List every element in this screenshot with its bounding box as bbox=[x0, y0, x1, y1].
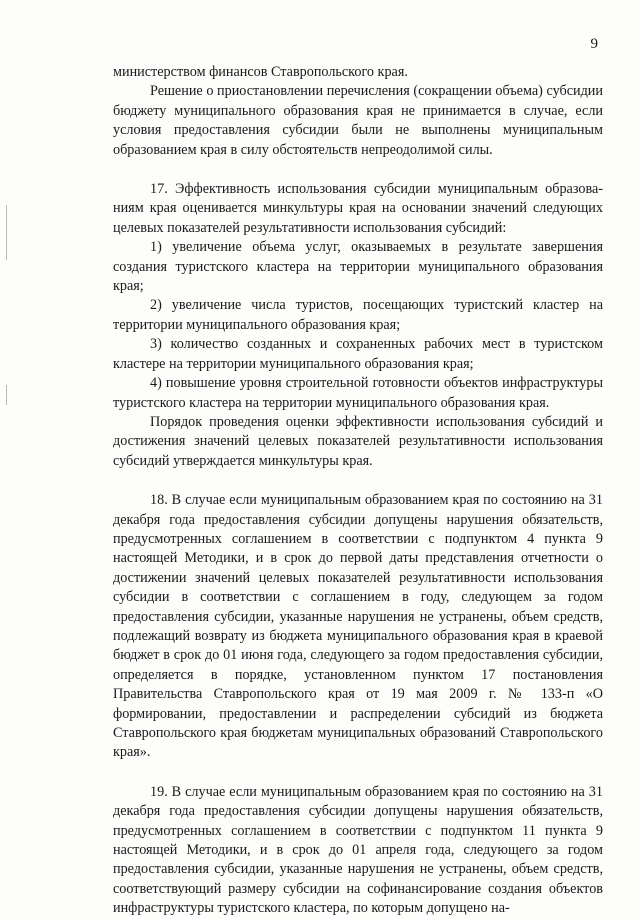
paragraph: 2) увеличение числа туристов, посещающих туристский кластер на территории муниципального образования края; bbox=[113, 297, 603, 333]
paragraph: 18. В случае если муниципальным образованием края по состоянию на 31 декабря года предоставления субсидии допущены нарушения обязательств, предусмотренных соглашением в соответствии с подпунктом 4 пункта 9 настоящей Методики, и в срок до первой даты представления отчетности о достижении значений целевых показателей результативности использования субсидии в соответствии с соглашением в году, следующем за годом предоставления субсидии, указанные нарушения не устранены, объем средств, подлежащий возврату из бюджета муниципального образования края в краевой бюджет в срок до 01 июня года, следующего за годом предоставления субсидии, определяется в порядке, установленном пунктом 17 постановления Правительства Ставропольского края от 19 мая 2009 г. № 133-п «О формировании, предоставлении и распределении субсидий из бюджета Ставропольского края бюджетам муниципальных образований Ставропольского края». bbox=[113, 492, 603, 761]
paragraph: 17. Эффективность использования субсидии муниципальным образованиям края оценивается минкультуры края на основании значений следующих целевых показателей результативности использования субсидий: bbox=[113, 181, 603, 236]
paragraph: Решение о приостановлении перечисления (сокращении объема) субсидии бюджету муниципального образования края не принимается в случае, если условия предоставления субсидии были не выполнены муниципальным образованием края в силу обстоятельств непреодолимой силы. bbox=[113, 83, 603, 158]
paragraph: 3) количество созданных и сохраненных рабочих мест в туристском кластере на территории муниципального образования края; bbox=[113, 336, 603, 372]
paragraph: Порядок проведения оценки эффективности использования субсидий и достижения значений целевых показателей результативности использования субсидий утверждается минкультуры края. bbox=[113, 413, 603, 469]
document-body bbox=[113, 63, 603, 919]
scan-edge-mark bbox=[6, 385, 7, 405]
paragraph: 4) повышение уровня строительной готовности объектов инфраструктуры туристского кластера на территории муниципального образования края. bbox=[113, 375, 603, 411]
paragraph: 1) увеличение объема услуг, оказываемых в результате завершения создания туристского кластера на территории муниципального образования края; bbox=[113, 239, 603, 295]
paragraph-spacer bbox=[113, 160, 603, 180]
paragraph: 19. В случае если муниципальным образованием края по состоянию на 31 декабря года предоставления субсидии допущены нарушения обязательств, предусмотренных соглашением в соответствии с подпунктом 11 пункта 9 настоящей Методики, и в срок до 01 апреля года, следующего за годом предоставления субсидии, указанные нарушения не устранены, объем средств, соответствующий размеру субсидии на софинансирование создания объектов инфраструктуры туристского кластера, по которым допущено на- bbox=[113, 783, 603, 917]
paragraph-spacer bbox=[113, 763, 603, 783]
paragraph: министерством финансов Ставропольского края. bbox=[113, 64, 408, 80]
page-number: 9 bbox=[590, 36, 598, 52]
paragraph-spacer bbox=[113, 471, 603, 491]
scan-edge-mark bbox=[6, 205, 7, 260]
